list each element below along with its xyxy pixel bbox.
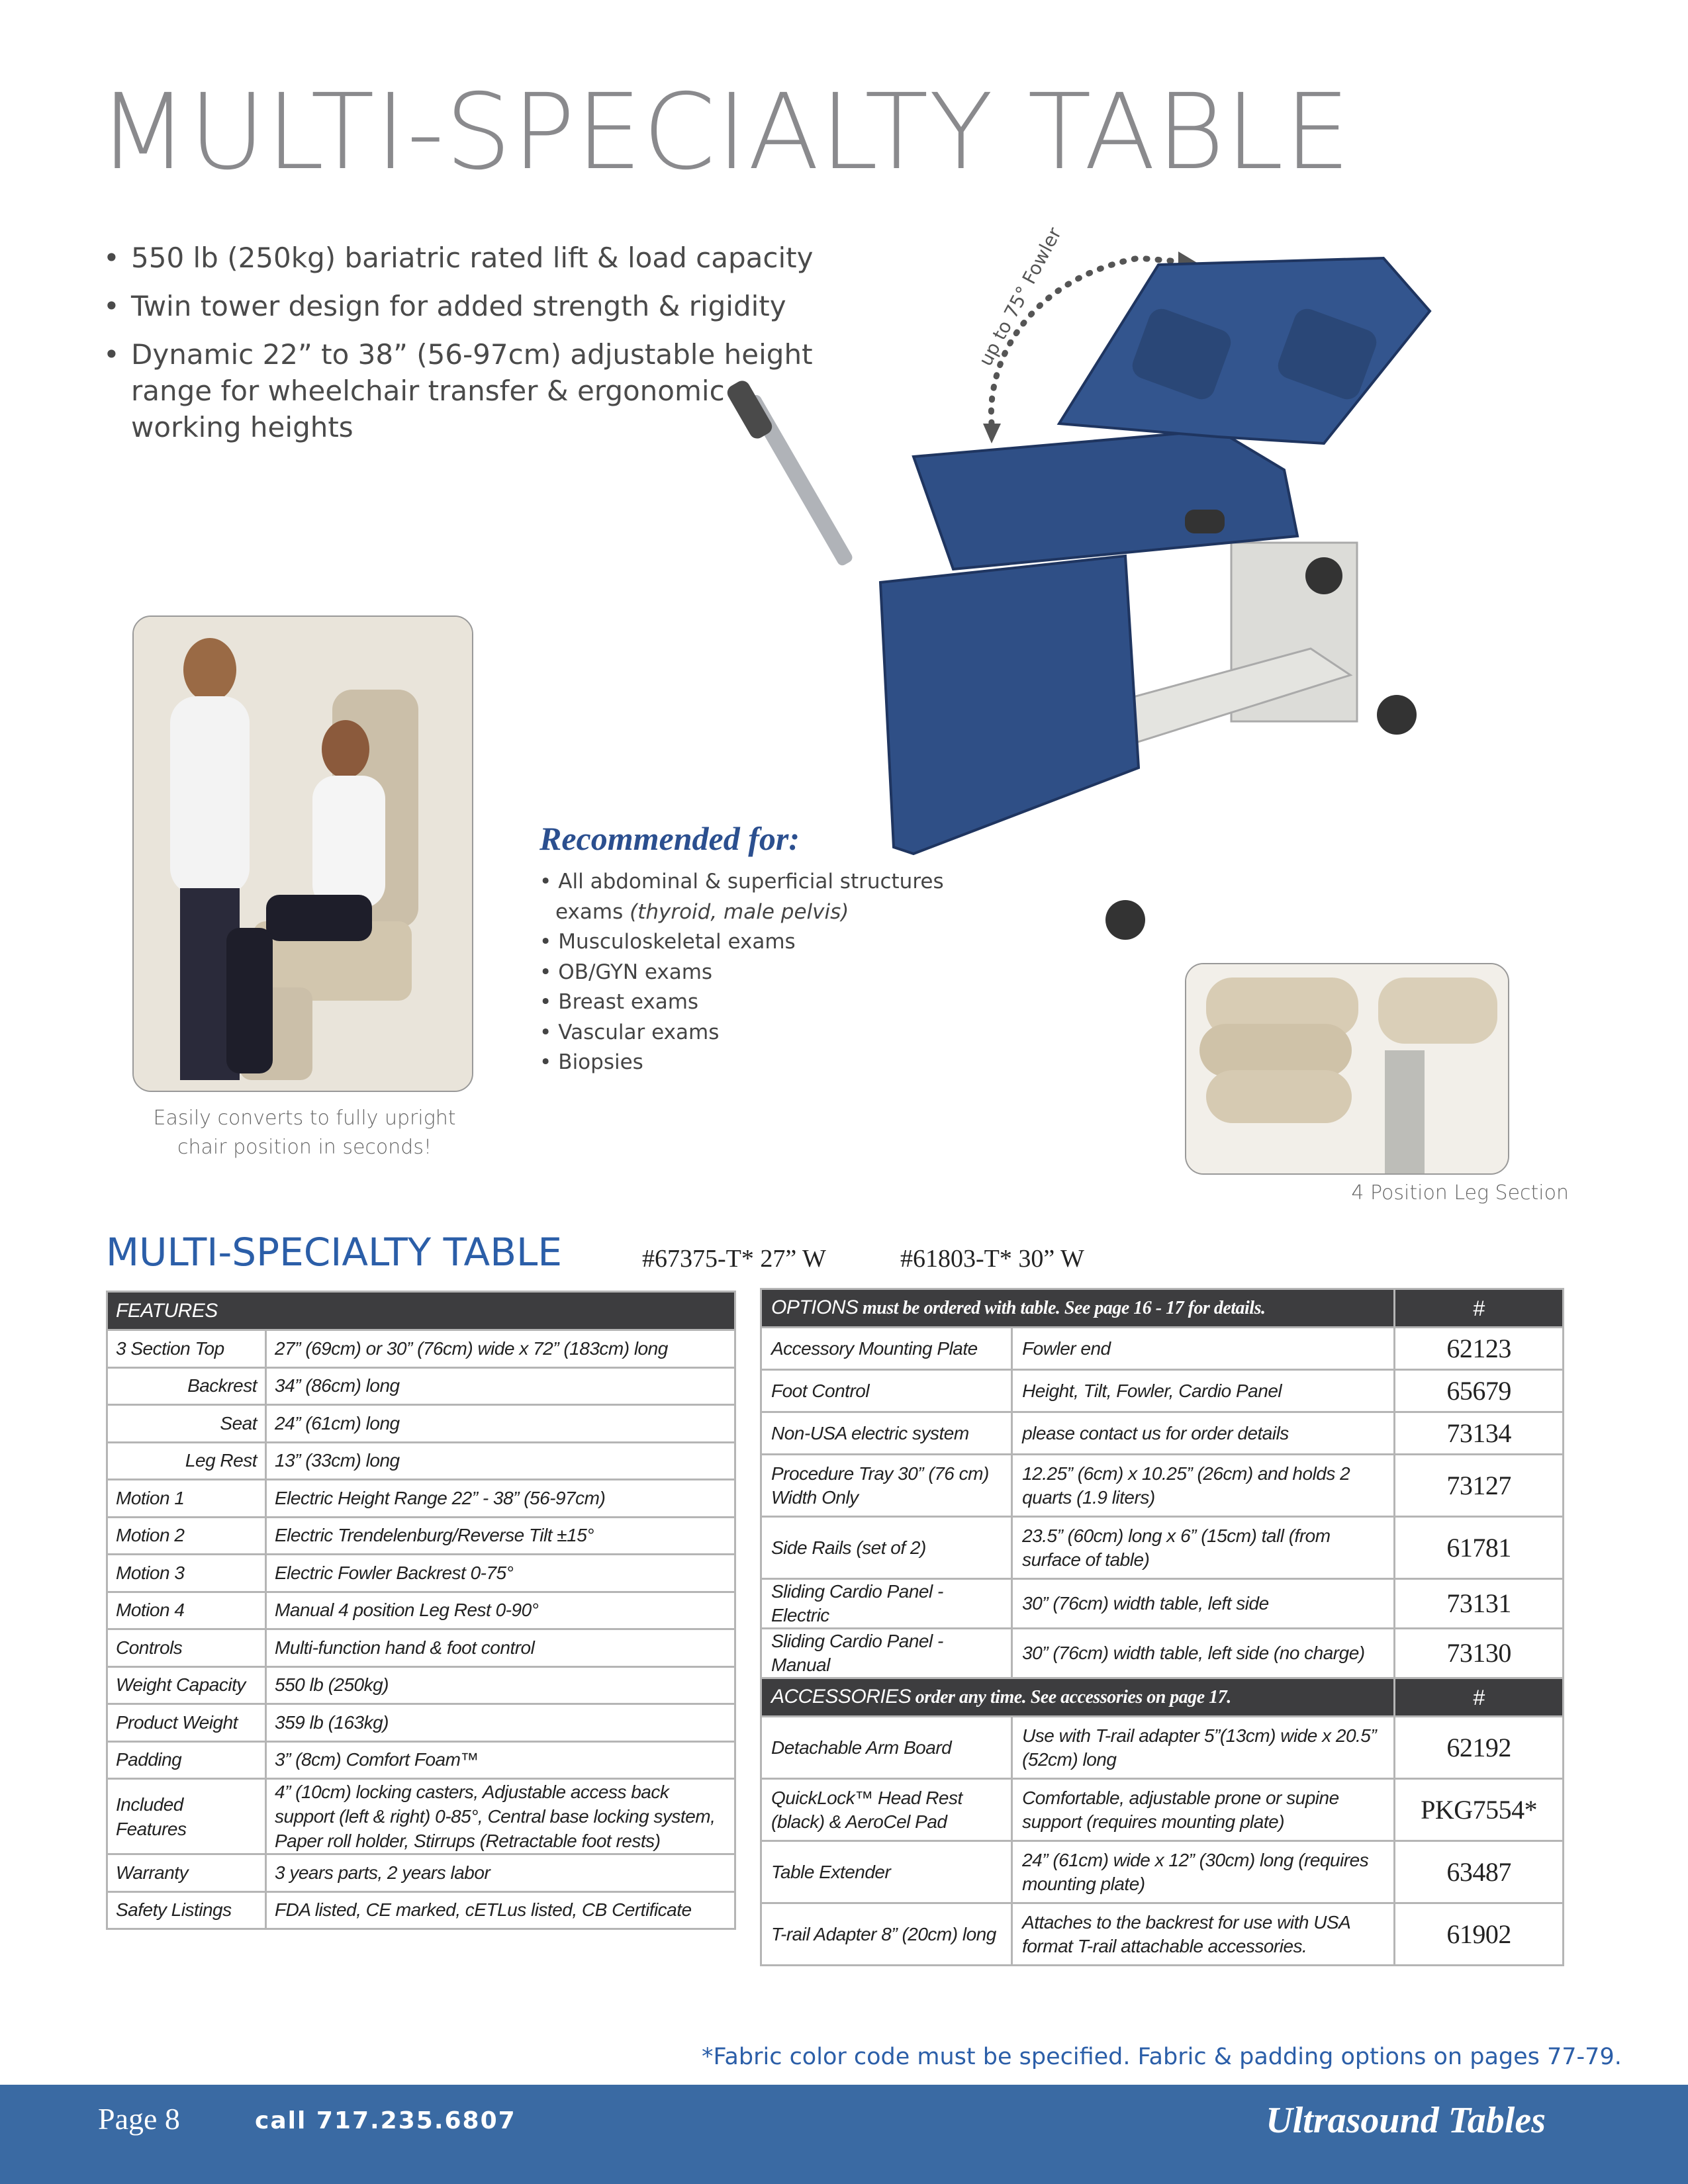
table-row: Included Features 4” (10cm) locking casters, Adjustable access back support (left & right) 0-85°, Central base locking system, Paper roll holder, Stirrups (Retractable foot rests)	[107, 1779, 735, 1854]
person-legs	[226, 928, 273, 1073]
table-row: Foot Control Height, Tilt, Fowler, Cardio Panel 65679	[761, 1370, 1564, 1412]
stirrup-handle	[1185, 510, 1225, 533]
page-number: Page 8	[98, 2102, 180, 2136]
list-item: • Biopsies	[539, 1050, 643, 1074]
table-row: Warranty 3 years parts, 2 years labor	[107, 1854, 735, 1892]
leg-section	[880, 556, 1139, 854]
leg-caption: 4 Position Leg Section	[1351, 1181, 1569, 1205]
table-row: Safety Listings FDA listed, CE marked, cETLus listed, CB Certificate	[107, 1891, 735, 1929]
accessories-num-header: #	[1395, 1678, 1564, 1717]
table-row: Sliding Cardio Panel - Electric 30” (76cm) width table, left side 73131	[761, 1579, 1564, 1629]
table-row: Procedure Tray 30” (76 cm) Width Only 12.25” (6cm) x 10.25” (26cm) and holds 2 quarts (1.9 liters) 73127	[761, 1455, 1564, 1517]
model-number: #67375-T* 27” W	[642, 1245, 826, 1273]
table-row: Leg Rest 13” (33cm) long	[107, 1442, 735, 1480]
table-illustration	[715, 225, 1575, 940]
table-row: Weight Capacity 550 lb (250kg)	[107, 1666, 735, 1704]
recommended-title: Recommended for:	[539, 820, 800, 857]
leg-pad	[1206, 1070, 1352, 1123]
person-head	[183, 638, 236, 702]
chair-position-photo	[132, 615, 473, 1092]
options-header: OPTIONS must be ordered with table. See page 16 - 17 for details.	[761, 1289, 1395, 1328]
caster	[1105, 900, 1145, 940]
list-item: • Musculoskeletal exams	[539, 930, 796, 954]
fabric-note: *Fabric color code must be specified. Fabric & padding options on pages 77-79.	[702, 2044, 1622, 2070]
list-item: • OB/GYN exams	[539, 960, 713, 984]
table-row: T-rail Adapter 8” (20cm) long Attaches to the backrest for use with USA format T-rail attachable accessories. 61902	[761, 1903, 1564, 1966]
table-row: Motion 2 Electric Trendelenburg/Reverse Tilt ±15°	[107, 1517, 735, 1555]
person-legs	[266, 895, 372, 941]
table-row: QuickLock™ Head Rest (black) & AeroCel Pad Comfortable, adjustable prone or supine support (requires mounting plate) PKG7554*	[761, 1779, 1564, 1841]
person-shirt	[312, 776, 385, 908]
table-row: Motion 4 Manual 4 position Leg Rest 0-90°	[107, 1592, 735, 1629]
fowler-label: up to 75° Fowler angle	[974, 225, 1093, 370]
caster	[1305, 557, 1342, 594]
table-row: Controls Multi-function hand & foot control	[107, 1629, 735, 1667]
caster	[1377, 695, 1417, 735]
page-title: MULTI-SPECIALTY TABLE	[98, 71, 1351, 193]
person-coat	[170, 696, 250, 895]
leg-pad	[1199, 1024, 1352, 1077]
table-row: Seat 24” (61cm) long	[107, 1405, 735, 1443]
table-row: Accessory Mounting Plate Fowler end 62123	[761, 1328, 1564, 1370]
table-row: Product Weight 359 lb (163kg)	[107, 1704, 735, 1742]
bullet-item: • 550 lb (250kg) bariatric rated lift & load capacity	[99, 240, 827, 276]
table-row: Table Extender 24” (61cm) wide x 12” (30cm) long (requires mounting plate) 63487	[761, 1841, 1564, 1903]
list-item: • All abdominal & superficial structures exams (thyroid, male pelvis)	[539, 870, 944, 924]
recommended-list	[539, 867, 1016, 1078]
bullet-item: • Twin tower design for added strength & rigidity	[99, 288, 827, 324]
table-row: 3 Section Top 27” (69cm) or 30” (76cm) wide x 72” (183cm) long	[107, 1330, 735, 1368]
table-row: Sliding Cardio Panel - Manual 30” (76cm) width table, left side (no charge) 73130	[761, 1629, 1564, 1678]
table-row: Backrest 34” (86cm) long	[107, 1367, 735, 1405]
backrest-cushion	[1059, 258, 1430, 443]
footer-section-title: Ultrasound Tables	[1266, 2100, 1546, 2141]
leg-pad	[1378, 978, 1497, 1044]
features-header: FEATURES	[107, 1292, 735, 1330]
options-table	[760, 1288, 1564, 1966]
leg-section-photo	[1185, 963, 1509, 1175]
table-row: Side Rails (set of 2) 23.5” (60cm) long x 6” (15cm) tall (from surface of table) 61781	[761, 1517, 1564, 1579]
arrow-down-icon	[983, 424, 1001, 443]
list-item: • Vascular exams	[539, 1020, 720, 1044]
photo-caption: Easily converts to fully upright chair position in seconds!	[153, 1107, 456, 1159]
table-row: Detachable Arm Board Use with T-rail adapter 5”(13cm) wide x 20.5” (52cm) long 62192	[761, 1717, 1564, 1779]
support-column	[1385, 1050, 1425, 1175]
photo-illustration	[134, 617, 473, 1092]
model-number: #61803-T* 30” W	[900, 1245, 1084, 1273]
list-item: • Breast exams	[539, 990, 699, 1014]
person-head	[322, 720, 369, 778]
features-table	[106, 1291, 736, 1930]
options-num-header: #	[1395, 1289, 1564, 1328]
table-row: Motion 3 Electric Fowler Backrest 0-75°	[107, 1555, 735, 1592]
leg-illustration	[1186, 964, 1509, 1175]
section-title: MULTI-SPECIALTY TABLE	[106, 1230, 562, 1275]
product-table-image	[715, 225, 1575, 940]
table-row: Padding 3” (8cm) Comfort Foam™	[107, 1741, 735, 1779]
table-row: Non-USA electric system please contact us for order details 73134	[761, 1412, 1564, 1455]
bullet-item: • Dynamic 22” to 38” (56-97cm) adjustable height range for wheelchair transfer & ergonomic working heights	[99, 336, 827, 445]
accessories-header: ACCESSORIES order any time. See accessories on page 17.	[761, 1678, 1395, 1717]
phone-number: call 717.235.6807	[255, 2107, 516, 2134]
table-row: Motion 1 Electric Height Range 22” - 38” (56-97cm)	[107, 1480, 735, 1518]
